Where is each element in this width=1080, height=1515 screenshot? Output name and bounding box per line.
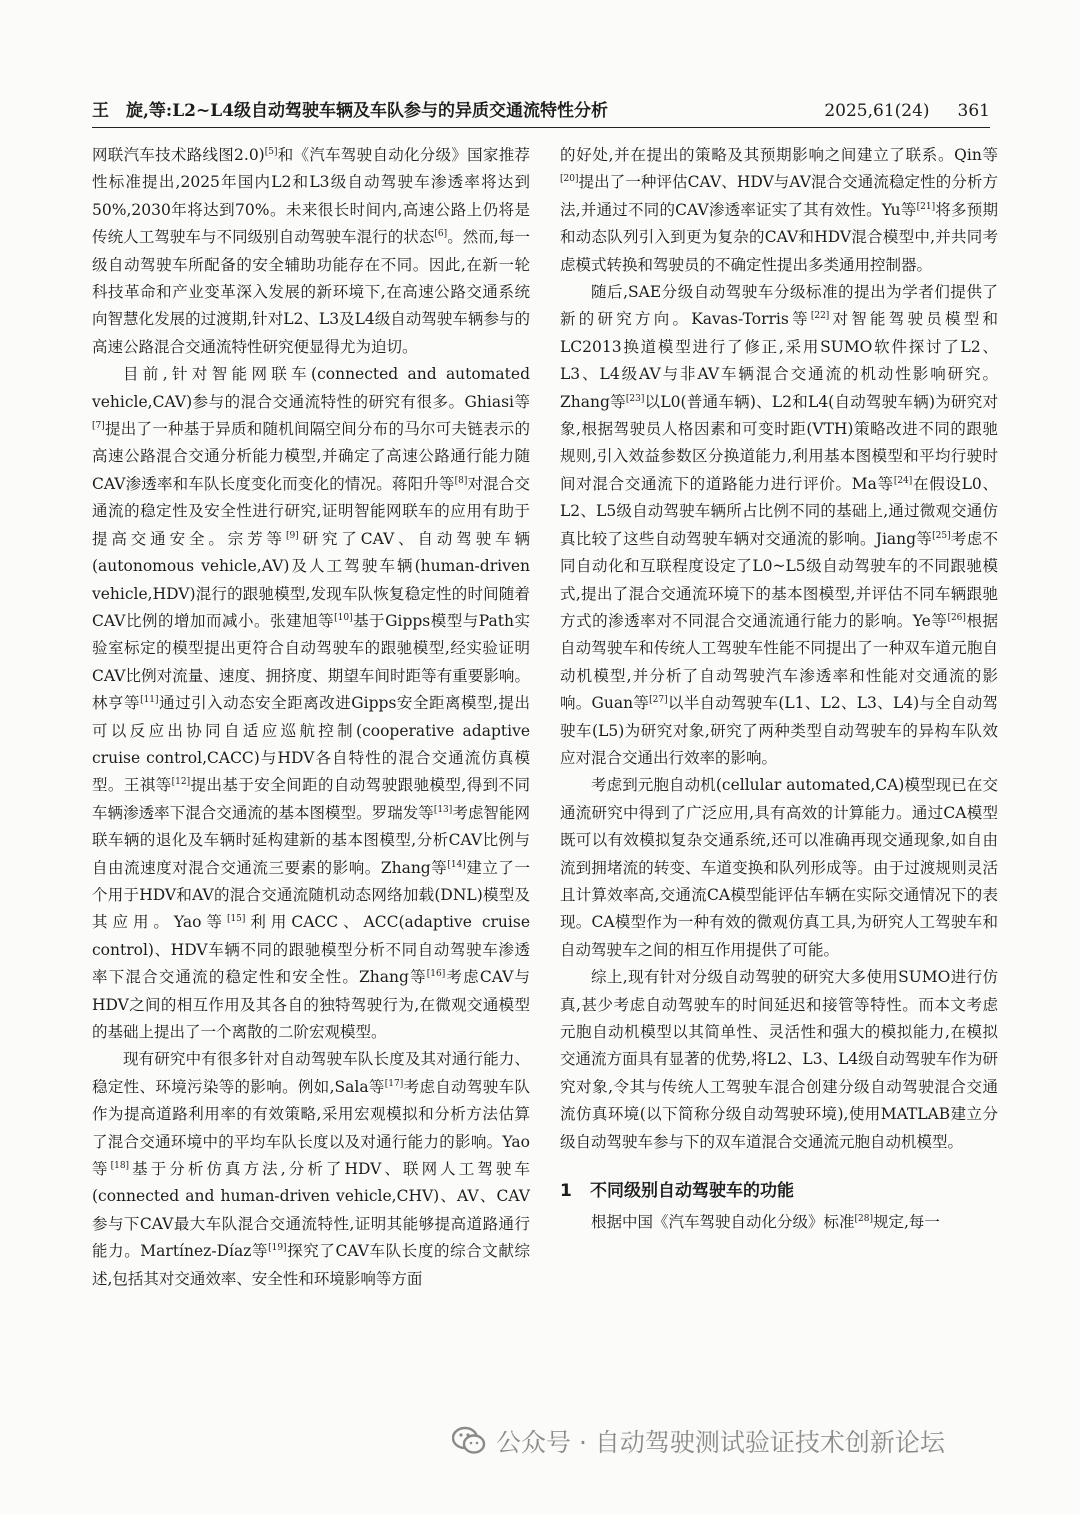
citation-marker: [21] bbox=[916, 201, 936, 212]
paragraph: 随后,SAE分级自动驾驶车分级标准的提出为学者们提供了新的研究方向。Kavas-Torris等[22]对智能驾驶员模型和LC2013换道模型进行了修正,采用SUMO软件探讨了L2、L3、L4级AV与非AV车辆混合交通流的机动性影响研究。Zhang等[23]以L0(普通车辆)、L2和L4(自动驾驶车辆)为研究对象,根据驾驶员人格因素和可变时距(VTH)策略改进不同的跟驰规则,引入效益参数区分换道能力,利用基本图模型和平均行驶时间对混合交通流下的道路能力进行评价。Ma等[24]在假设L0、L2、L5级自动驾驶车辆所占比例不同的基础上,通过微观交通仿真比较了这些自动驾驶车辆对交通流的影响。Jiang等[25]考虑不同自动化和互联程度设定了L0~L5级自动驾驶车的不同跟驰模式,提出了混合交通流环境下的基本图模型,并评估不同车辆跟驰方式的渗透率对不同混合交通流通行能力的影响。Ye等[26]根据自动驾驶车和传统人工驾驶车性能不同提出了一种双车道元胞自动机模型,并分析了自动驾驶汽车渗透率和性能对交通流的影响。Guan等[27]以半自动驾驶车(L1、L2、L3、L4)与全自动驾驶车(L5)为研究对象,研究了两种类型自动驾驶车的异构车队效应对混合交通出行效率的影响。 bbox=[560, 283, 999, 767]
citation-marker: [22] bbox=[810, 311, 830, 322]
citation-marker: [14] bbox=[447, 859, 466, 870]
citation-marker: [23] bbox=[625, 393, 645, 404]
paragraph: 根据中国《汽车驾驶自动化分级》标准[28]规定,每一 bbox=[591, 1213, 940, 1232]
paragraph: 考虑到元胞自动机(cellular automated,CA)模型现已在交通流研究中得到了广泛应用,具有高效的计算能力。通过CA模型既可以有效模拟复杂交通系统,还可以准确再现交通现象,如自由流到拥堵流的转变、车道变换和队列形成等。由于过渡规则灵活且计算效率高,交通流CA模型能评估车辆在实际交通情况下的表现。CA模型作为一种有效的微观仿真工具,为研究人工驾驶车和自动驾驶车之间的相互作用提供了可能。 bbox=[560, 776, 998, 959]
paragraph: 综上,现有针对分级自动驾驶的研究大多使用SUMO进行仿真,甚少考虑自动驾驶车的时间延迟和接管等特性。而本文考虑元胞自动机模型以其简单性、灵活性和强大的模拟能力,在模拟交通流方面具有显著的优势,将L2、L3、L4级自动驾驶车作为研究对象,令其与传统人工驾驶车混合创建分级自动驾驶混合交通流仿真环境(以下简称分级自动驾驶环境),使用MATLAB建立分级自动驾驶车参与下的双车道混合交通流元胞自动机模型。 bbox=[560, 968, 998, 1151]
paragraph: 网联汽车技术路线图2.0)[5]和《汽车驾驶自动化分级》国家推荐性标准提出,2025年国内L2和L3级自动驾驶车渗透率将达到50%,2030年将达到70%。未来很长时间内,高速公路上仍将是传统人工驾驶车与不同级别自动驾驶车混行的状态[6]。然而,每一级自动驾驶车所配备的安全辅助功能存在不同。因此,在新一轮科技革命和产业变革深入发展的新环境下,在高速公路交通系统向智慧化发展的过渡期,针对L2、L3及L4级自动驾驶车辆参与的高速公路混合交通流特性研究便显得尤为迫切。 bbox=[92, 146, 530, 356]
citation-marker: [27] bbox=[649, 694, 668, 705]
left-column bbox=[92, 142, 530, 1293]
section-heading bbox=[560, 1178, 998, 1205]
section-title: 不同级别自动驾驶车的功能 bbox=[590, 1181, 794, 1202]
citation-marker: [19] bbox=[268, 1243, 287, 1254]
header-title: 王 旋,等:L2~L4级自动驾驶车辆及车队参与的异质交通流特性分析 bbox=[92, 101, 609, 121]
right-column bbox=[560, 142, 998, 1237]
header-issue: 2025,61(24) bbox=[824, 101, 930, 121]
citation-marker: [18] bbox=[110, 1160, 130, 1171]
citation-marker: [26] bbox=[947, 612, 966, 623]
wechat-icon bbox=[452, 1426, 486, 1456]
watermark-text: 公众号 · 自动驾驶测试验证技术创新论坛 bbox=[496, 1428, 945, 1457]
citation-marker: [15] bbox=[226, 914, 246, 925]
citation-marker: [24] bbox=[893, 475, 913, 486]
citation-marker: [20] bbox=[560, 174, 579, 185]
citation-marker: [9] bbox=[285, 530, 299, 541]
paragraph: 现有研究中有很多针对自动驾驶车队长度及其对通行能力、稳定性、环境污染等的影响。例如,Sala等[17]考虑自动驾驶车队作为提高道路利用率的有效策略,采用宏观模拟和分析方法估算了混合交通环境中的平均车队长度以及对通行能力的影响。Yao等[18]基于分析仿真方法,分析了HDV、联网人工驾驶车(connected and human-driven vehicle,CHV)、AV、CAV参与下CAV最大车队混合交通流特性,证明其能够提高道路通行能力。Martínez-Díaz等[19]探究了CAV车队长度的综合文献综述,包括其对交通效率、安全性和环境影响等方面 bbox=[92, 1050, 530, 1288]
citation-marker: [8] bbox=[454, 475, 468, 486]
paragraph: 的好处,并在提出的策略及其预期影响之间建立了联系。Qin等[20]提出了一种评估CAV、HDV与AV混合交通流稳定性的分析方法,并通过不同的CAV渗透率证实了其有效性。Yu等[21]将多预期和动态队列引入到更为复杂的CAV和HDV混合模型中,并共同考虑模式转换和驾驶员的不确定性提出多类通用控制器。 bbox=[560, 146, 998, 274]
citation-marker: [17] bbox=[384, 1078, 404, 1089]
watermark bbox=[452, 1422, 945, 1460]
citation-marker: [25] bbox=[932, 530, 951, 541]
citation-marker: [28] bbox=[854, 1214, 873, 1225]
citation-marker: [6] bbox=[434, 229, 448, 240]
section-number: 1 bbox=[560, 1181, 572, 1202]
running-header bbox=[92, 94, 990, 128]
citation-marker: [13] bbox=[433, 804, 453, 815]
citation-marker: [16] bbox=[426, 969, 446, 980]
citation-marker: [11] bbox=[140, 694, 159, 705]
paragraph: 目前,针对智能网联车(connected and automated vehicle,CAV)参与的混合交通流特性的研究有很多。Ghiasi等[7]提出了一种基于异质和随机间隔空间分布的马尔可夫链表示的高速公路混合交通分析能力模型,并确定了高速公路通行能力随CAV渗透率和车队长度变化而变化的情况。蒋阳升等[8]对混合交通流的稳定性及安全性进行研究,证明智能网联车的应用有助于提高交通安全。宗芳等[9]研究了CAV、自动驾驶车辆(autonomous vehicle,AV)及人工驾驶车辆(human-driven vehicle,HDV)混行的跟驰模型,发现车队恢复稳定性的时间随着CAV比例的增加而减小。张建旭等[10]基于Gipps模型与Path实验室标定的模型提出更符合自动驾驶车的跟驰模型,经实验证明CAV比例对流量、速度、拥挤度、期望车间时距等有重要影响。林亨等[11]通过引入动态安全距离改进Gipps安全距离模型,提出可以反应出协同自适应巡航控制(cooperative adaptive cruise control,CACC)与HDV各自特性的混合交通流仿真模型。王祺等[12]提出基于安全间距的自动驾驶跟驰模型,得到不同车辆渗透率下混合交通流的基本图模型。罗瑞发等[13]考虑智能网联车辆的退化及车辆时延构建新的基本图模型,分析CAV比例与自由流速度对混合交通流三要素的影响。Zhang等[14]建立了一个用于HDV和AV的混合交通流随机动态网络加载(DNL)模型及其应用。Yao等[15]利用CACC、ACC(adaptive cruise control)、HDV车辆不同的跟驰模型分析不同自动驾驶车渗透率下混合交通流的稳定性和安全性。Zhang等[16]考虑CAV与HDV之间的相互作用及其各自的独特驾驶行为,在微观交通模型的基础上提出了一个离散的二阶宏观模型。 bbox=[92, 365, 531, 1041]
citation-marker: [5] bbox=[264, 146, 278, 157]
citation-marker: [12] bbox=[171, 777, 191, 788]
header-page-number: 361 bbox=[957, 101, 990, 121]
citation-marker: [10] bbox=[334, 612, 353, 623]
citation-marker: [7] bbox=[92, 420, 105, 431]
